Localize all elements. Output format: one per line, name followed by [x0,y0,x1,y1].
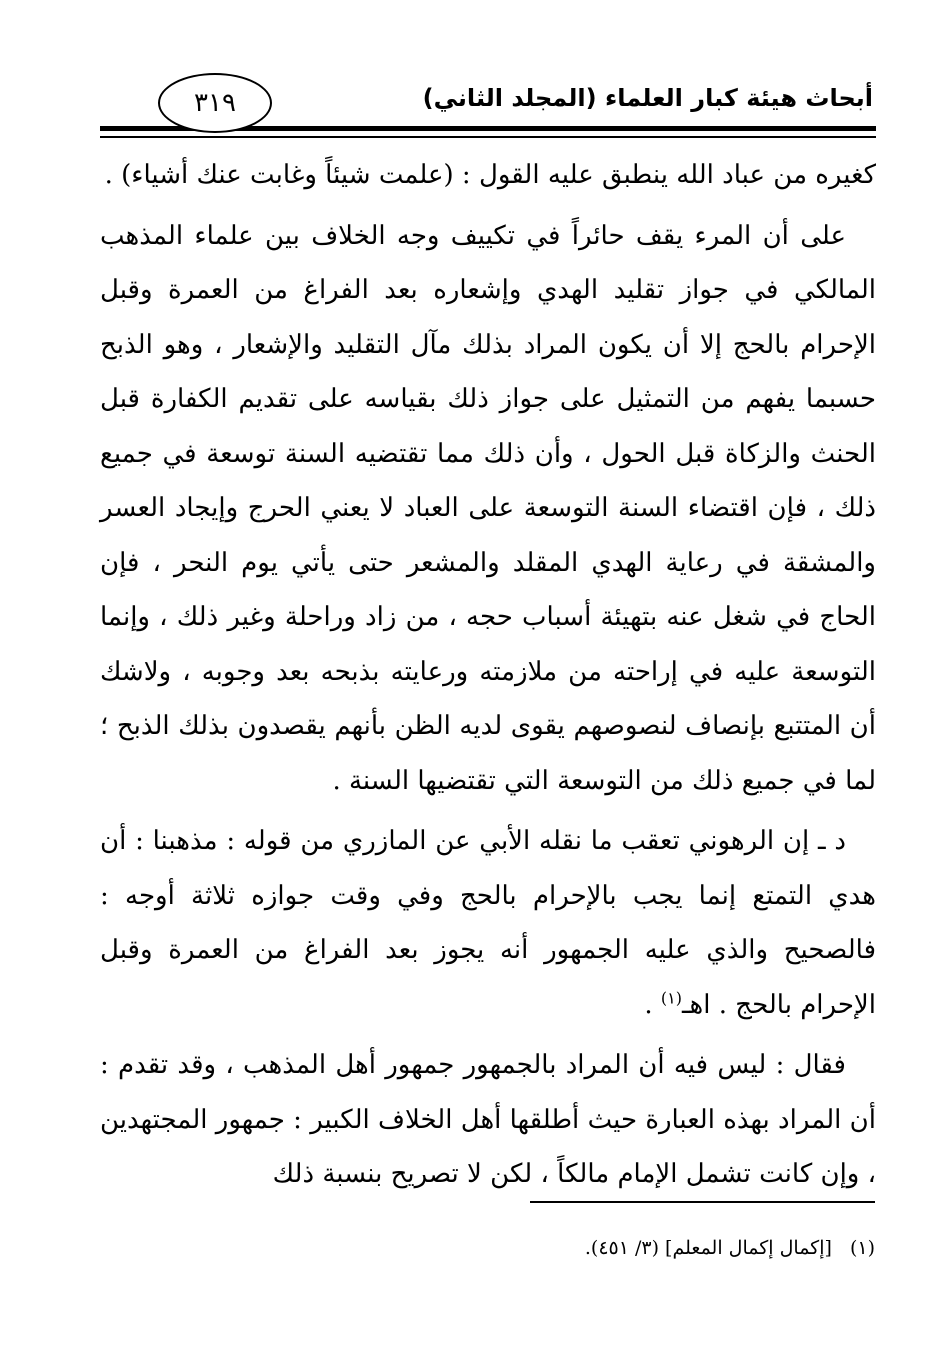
main-text [100,148,876,1208]
footnote-text: [إكمال إكمال المعلم] (٣/ ٤٥١). [584,1237,832,1259]
page-number-badge [158,73,272,133]
paragraph-1: كغيره من عباد الله ينطبق عليه القول : (علمت شيئاً وغابت عنك أشياء) . [104,160,876,190]
footnote-separator [530,1201,875,1203]
paragraph-3-end: . [644,989,653,1020]
paragraph-2: على أن المرء يقف حائراً في تكييف وجه الخلاف بين علماء المذهب المالكي في جواز تقليد الهدي وإشعاره بعد الفراغ من العمرة وقبل الإحرام بالحج إلا أن يكون المراد بذلك مآل التقليد والإشعار ، وهو الذبح حسبما يفهم من التمثيل على جواز ذلك بقياسه على تقديم الكفارة قبل الحنث والزكاة قبل الحول ، وأن ذلك مما تقتضيه السنة توسعة في جميع ذلك ، فإن اقتضاء السنة التوسعة على العباد لا يعني الحرج وإيجاد العسر والمشقة في رعاية الهدي المقلد والمشعر حتى يأتي يوم النحر ، فإن الحاج في شغل عنه بتهيئة أسباب حجه ، من زاد وراحلة وغير ذلك ، وإنما التوسعة عليه في إراحته من ملازمته ورعايته بذبحه بعد وجوبه ، ولاشك أن المتتبع بإنصاف لنصوصهم يقوى لديه الظن بأنهم يقصدون بذلك الذبح ؛ لما في جميع ذلك من التوسعة التي تقتضيها السنة . [100,220,876,796]
running-header-title: أبحاث هيئة كبار العلماء (المجلد الثاني) [422,84,873,112]
paragraph-4: فقال : ليس فيه أن المراد بالجمهور جمهور أهل المذهب ، وقد تقدم : أن المراد بهذه العبارة حيث أطلقها أهل الخلاف الكبير : جمهور المجتهدين ، وإن كانت تشمل الإمام مالكاً ، لكن لا تصريح بنسبة ذلك [100,1050,876,1189]
paragraph-3-text: د ـ إن الرهوني تعقب ما نقله الأبي عن المازري من قوله : مذهبنا : أن هدي التمتع إنما يجب بالإحرام بالحج وفي وقت جوازه ثلاثة أوجه : فالصحيح والذي عليه الجمهور أنه يجوز بعد الفراغ من العمرة وقبل الإحرام بالحج . اهـ [100,826,876,1020]
footnote [585,1237,875,1259]
footnote-reference-marker[interactable]: (١) [660,987,682,1007]
paragraph-3 [100,814,876,1032]
header-rule-thin [100,136,876,138]
footnote-number: (١) [849,1237,875,1259]
page-number: ٣١٩ [194,88,236,118]
